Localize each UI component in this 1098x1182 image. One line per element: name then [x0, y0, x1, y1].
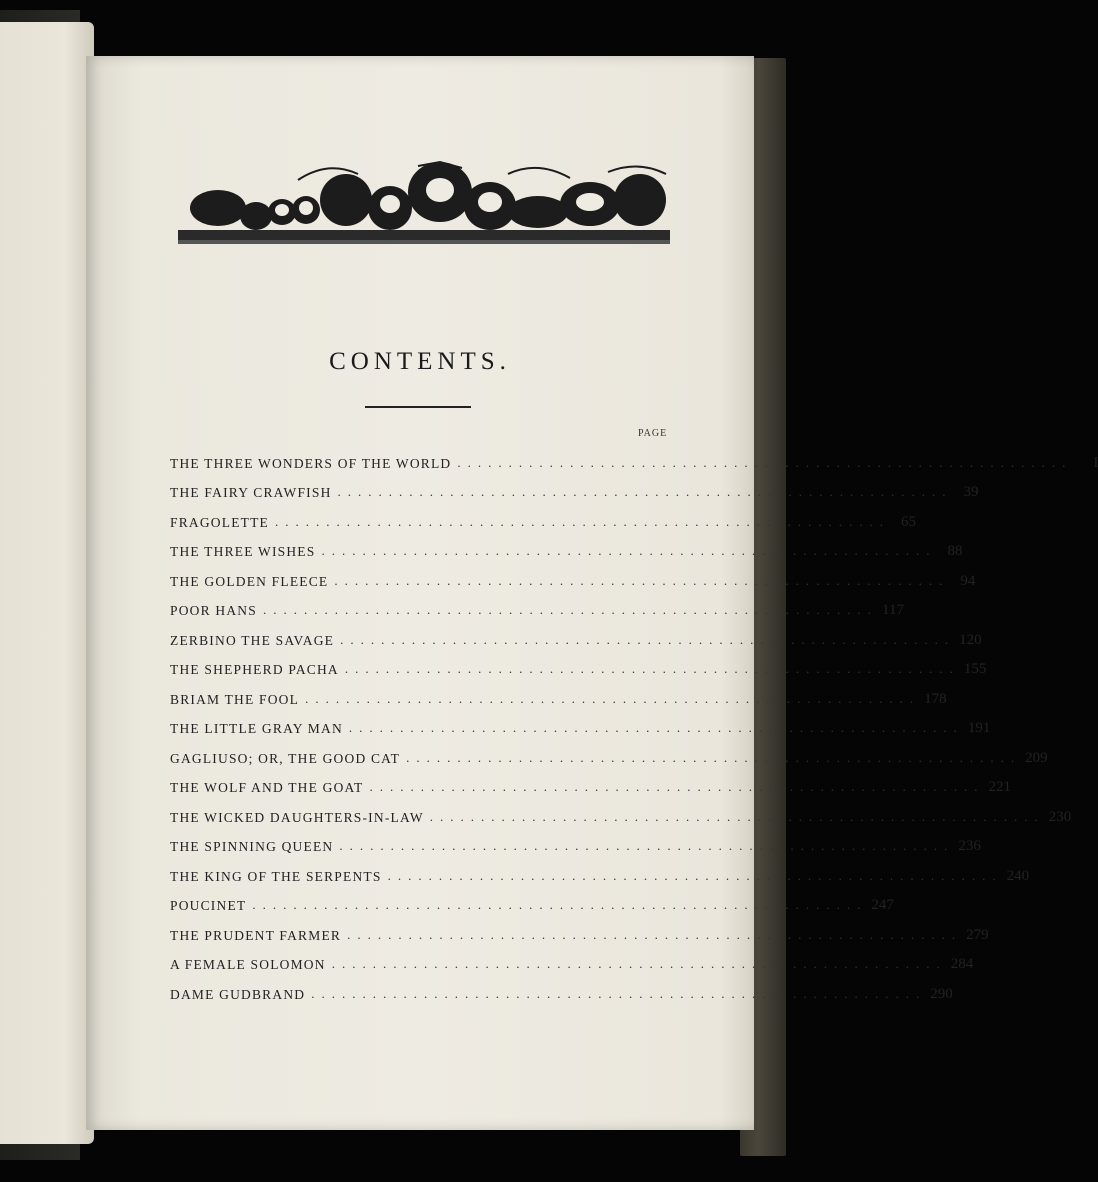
- dot-leader: ............................................................: [252, 897, 868, 912]
- list-item: [170, 885, 894, 915]
- left-page-edge: [0, 22, 94, 1144]
- entry-title: THE FAIRY CRAWFISH: [170, 485, 332, 500]
- list-item: [170, 649, 987, 679]
- list-item: [170, 501, 916, 531]
- entry-page-number: 209: [1025, 749, 1048, 766]
- list-item: [170, 708, 991, 738]
- list-item: [170, 973, 953, 1003]
- dot-leader: ............................................................: [337, 484, 953, 499]
- dot-leader: ............................................................: [339, 838, 955, 853]
- dot-leader: ............................................................: [457, 454, 1073, 470]
- entry-page-number: 94: [960, 572, 976, 589]
- dot-leader: ............................................................: [334, 572, 950, 588]
- dot-leader: ............................................................: [305, 690, 921, 706]
- dot-leader: ............................................................: [387, 867, 1003, 883]
- entry-page-number: 88: [947, 543, 963, 559]
- entry-page-number: 65: [901, 513, 916, 530]
- dot-leader: ............................................................: [321, 543, 937, 558]
- dot-leader: ............................................................: [429, 808, 1045, 824]
- entry-title: BRIAM THE FOOL: [170, 691, 300, 707]
- list-item: [170, 619, 982, 649]
- entry-page-number: 247: [871, 897, 894, 913]
- entry-page-number: 284: [950, 956, 974, 972]
- list-item: [170, 767, 1011, 797]
- entry-title: THE SPINNING QUEEN: [170, 839, 334, 854]
- entry-title: FRAGOLETTE: [170, 514, 269, 530]
- entry-page-number: I: [1093, 454, 1098, 471]
- fruit-garland-ornament-icon: [178, 160, 670, 256]
- dot-leader: ............................................................: [262, 602, 878, 617]
- entry-page-number: 191: [967, 720, 991, 736]
- dot-leader: ............................................................: [331, 956, 947, 971]
- entry-page-number: 120: [959, 631, 982, 648]
- entry-title: THE THREE WONDERS OF THE WORLD: [170, 455, 452, 471]
- list-item: [170, 944, 974, 974]
- entry-page-number: 178: [924, 690, 947, 707]
- list-item: [170, 796, 1072, 826]
- list-item: [170, 826, 981, 856]
- entry-title: THE WOLF AND THE GOAT: [170, 780, 364, 795]
- list-item: [170, 442, 1098, 472]
- entry-title: DAME GUDBRAND: [170, 986, 306, 1002]
- list-item: [170, 531, 963, 561]
- entry-title: POUCINET: [170, 898, 247, 913]
- entry-title: THE PRUDENT FARMER: [170, 927, 342, 943]
- list-item: [170, 560, 976, 590]
- page-title: CONTENTS.: [329, 348, 511, 375]
- dot-leader: ............................................................: [348, 720, 964, 735]
- entry-title: A FEMALE SOLOMON: [170, 957, 326, 972]
- dot-leader: ............................................................: [344, 661, 960, 676]
- list-item: [170, 855, 1030, 885]
- list-item: [170, 914, 989, 944]
- page-column-label: PAGE: [638, 428, 668, 439]
- dot-leader: ............................................................: [275, 513, 890, 529]
- dot-leader: ............................................................: [406, 749, 1022, 765]
- entry-title: THE SHEPHERD PACHA: [170, 662, 339, 677]
- entry-title: ZERBINO THE SAVAGE: [170, 632, 335, 648]
- entry-title: THE THREE WISHES: [170, 544, 316, 559]
- title-rule: [365, 406, 471, 408]
- entry-title: THE GOLDEN FLEECE: [170, 573, 329, 589]
- list-item: [170, 737, 1048, 767]
- entry-title: THE KING OF THE SERPENTS: [170, 868, 382, 884]
- entry-page-number: 221: [988, 779, 1011, 795]
- dot-leader: ............................................................: [369, 779, 985, 794]
- entry-page-number: 39: [963, 484, 979, 500]
- dot-leader: ............................................................: [340, 631, 956, 647]
- entry-page-number: 240: [1006, 867, 1030, 884]
- entry-page-number: 230: [1048, 808, 1072, 825]
- entry-page-number: 290: [930, 985, 953, 1002]
- entry-title: THE LITTLE GRAY MAN: [170, 721, 343, 736]
- list-item: [170, 590, 904, 620]
- contents-list: [170, 442, 1098, 1003]
- list-item: [170, 678, 947, 708]
- entry-title: GAGLIUSO; OR, THE GOOD CAT: [170, 750, 401, 766]
- dot-leader: ............................................................: [347, 926, 963, 942]
- entry-page-number: 155: [963, 661, 987, 677]
- entry-title: POOR HANS: [170, 603, 257, 618]
- list-item: [170, 472, 979, 502]
- dot-leader: ............................................................: [311, 985, 927, 1001]
- contents-page: [86, 56, 1098, 1130]
- entry-page-number: 117: [882, 602, 904, 618]
- entry-title: THE WICKED DAUGHTERS-IN-LAW: [170, 809, 424, 825]
- entry-page-number: 236: [958, 838, 981, 854]
- entry-page-number: 279: [966, 926, 989, 943]
